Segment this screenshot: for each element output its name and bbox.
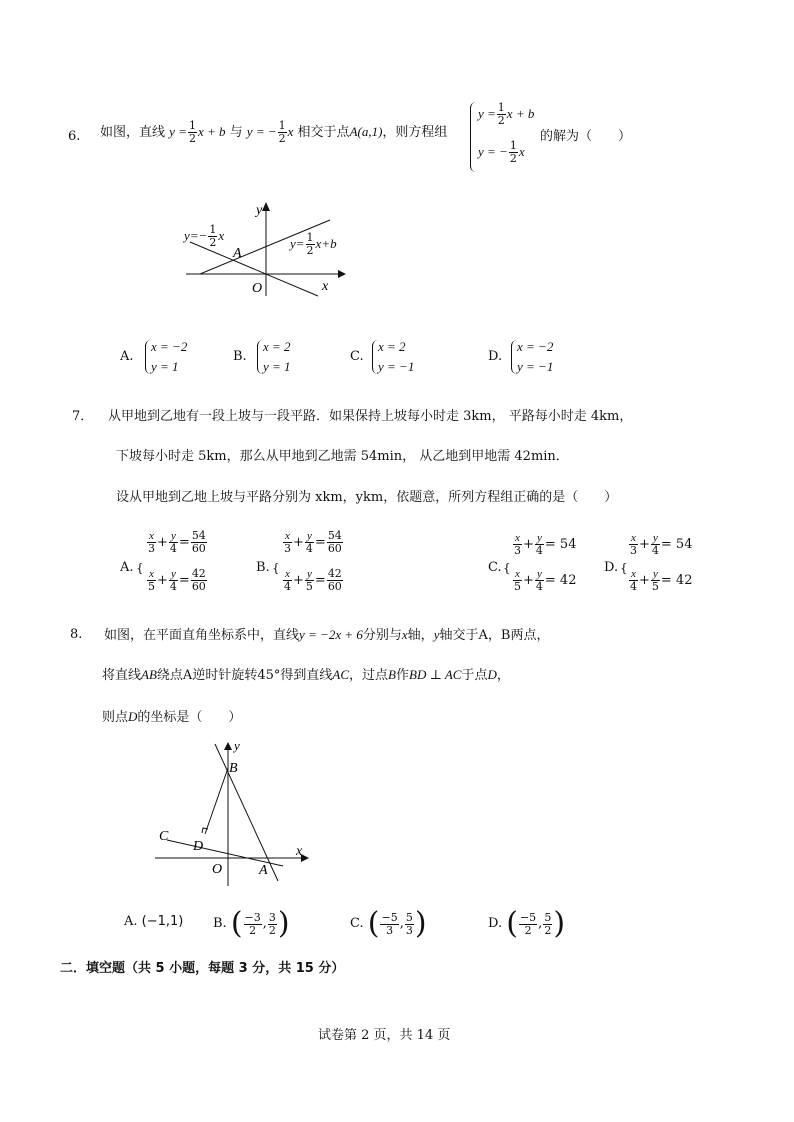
comma: ,: [399, 916, 404, 931]
system-row-1: [478, 102, 534, 127]
frac-den: 3: [405, 923, 413, 937]
x-axis-label: x: [296, 844, 303, 859]
eq: = 54: [544, 537, 577, 552]
frac-num: 1: [509, 139, 517, 152]
eq: =: [314, 535, 326, 550]
row-lhs: y =: [478, 106, 496, 121]
var: AB: [141, 667, 157, 682]
frac-den: 4: [630, 580, 637, 593]
frac: [327, 568, 343, 593]
option-c-row-2: [512, 568, 576, 593]
frac-num: y: [536, 532, 542, 544]
frac-num: y: [306, 568, 312, 580]
option-a-row-2: y = 1: [151, 359, 179, 374]
question-8-line-1: [104, 627, 549, 644]
option-d-label[interactable]: D.: [604, 560, 619, 575]
system-row-2: [478, 140, 525, 165]
text: ，过点: [349, 668, 389, 683]
frac-den: 60: [327, 580, 342, 593]
text: A: [182, 668, 193, 683]
option-a-row-2: [146, 568, 208, 593]
frac-den: 2: [544, 923, 552, 937]
frac-num: 54: [327, 529, 342, 542]
text: 绕点: [156, 668, 183, 683]
frac: [543, 912, 552, 937]
frac-den: 2: [509, 152, 517, 165]
frac-num: x: [515, 532, 520, 544]
frac-num: 1: [497, 101, 505, 114]
frac: [535, 532, 544, 557]
x-axis-label: x: [322, 279, 329, 294]
frac-den: 4: [284, 580, 291, 593]
option-c-row-2: y = −1: [378, 359, 415, 374]
question-7-line-1: 从甲地到乙地有一段上坡与一段平路．如果保持上坡每小时走 3km， 平路每小时走 4km，: [108, 409, 633, 424]
option-b-label[interactable]: B.: [233, 349, 247, 364]
eq: = 42: [660, 573, 693, 588]
option-b-row-2: [282, 568, 344, 593]
label-fraction: [306, 232, 315, 257]
frac: [629, 532, 638, 557]
text: 轴交于: [439, 628, 479, 643]
eq: =: [178, 535, 190, 550]
frac-den: 4: [169, 542, 177, 555]
point-d-label: D: [193, 839, 204, 854]
label-fraction: [208, 224, 217, 249]
op: +: [157, 535, 168, 550]
frac: [305, 568, 314, 593]
frac-den: 4: [535, 580, 543, 593]
frac-den: 3: [380, 924, 398, 937]
option-b-row-2: y = 1: [263, 359, 291, 374]
option-b-brace: {: [272, 561, 280, 575]
section-2-heading: 二．填空题（共 5 小题，每题 3 分，共 15 分）: [60, 961, 345, 976]
op: +: [639, 537, 650, 552]
op: +: [157, 573, 168, 588]
op: +: [639, 573, 650, 588]
text: A，: [478, 628, 501, 643]
frac-num: y: [170, 568, 176, 580]
stem-text: ，则方程组: [382, 125, 448, 140]
frac-den: 4: [651, 544, 659, 557]
frac-den: 3: [630, 544, 637, 557]
question-8-line-2: [102, 667, 510, 684]
var: D: [487, 667, 497, 682]
eq2-fraction: [278, 120, 287, 145]
point-a: A(a,1): [349, 124, 383, 139]
frac-den: 2: [188, 132, 196, 145]
equation: y = −2x + 6: [299, 627, 363, 642]
system-brace: [470, 102, 476, 172]
option-d-row-2: y = −1: [517, 359, 554, 374]
frac-num: −5: [381, 910, 398, 924]
origin-label: O: [252, 281, 263, 296]
y-axis-label: y: [256, 203, 263, 218]
row-fraction: [497, 102, 506, 127]
comma: ,: [538, 916, 543, 931]
frac: [169, 530, 178, 555]
row-rest: x: [518, 144, 525, 159]
question-8-figure: [155, 738, 315, 888]
y-axis-arrow: [224, 742, 232, 750]
label-lhs: y=−: [184, 228, 208, 243]
text: ，: [496, 668, 510, 683]
var: AC: [332, 667, 350, 682]
question-number: 6.: [68, 129, 81, 144]
frac-num: −5: [519, 910, 537, 924]
line-ab: [215, 744, 278, 881]
option-value: (−1,1): [141, 914, 184, 929]
option-c-label[interactable]: C.: [488, 560, 502, 575]
figure-label-right-line: [290, 232, 337, 257]
text: 将直线: [102, 668, 142, 683]
label-lhs: y=: [290, 236, 305, 251]
frac-num: x: [149, 568, 154, 580]
origin-label: O: [212, 862, 223, 877]
text: 如图，在平面直角坐标系中，直线: [104, 628, 300, 643]
frac: [191, 568, 207, 593]
frac-num: x: [285, 568, 290, 580]
option-label: D.: [488, 916, 503, 931]
frac: [268, 912, 277, 937]
option-d-row-1: x = −2: [517, 339, 554, 354]
option-c-label[interactable]: C.: [350, 349, 364, 364]
frac: [283, 568, 292, 593]
text: 作: [395, 668, 409, 683]
frac-den: 4: [535, 544, 543, 557]
frac-den: 60: [191, 580, 206, 593]
paren-close: ): [277, 906, 290, 941]
text: 的坐标是（ ）: [137, 710, 242, 725]
frac-den: 5: [651, 580, 659, 593]
option-label: A.: [124, 914, 138, 929]
comma: ,: [262, 916, 267, 931]
option-b-label[interactable]: B.: [256, 560, 270, 575]
point-c-label: C: [159, 829, 169, 844]
frac-num: y: [652, 568, 658, 580]
option-d-row-1: [628, 532, 692, 557]
label-rest: x: [218, 228, 225, 243]
frac-den: 2: [306, 244, 314, 257]
frac: [327, 530, 343, 555]
y-axis-label: y: [234, 738, 240, 753]
option-b-row-1: [282, 530, 344, 555]
frac-num: y: [306, 530, 312, 542]
frac: [244, 912, 262, 937]
frac: [651, 568, 660, 593]
eq: = 54: [660, 537, 693, 552]
text: 轴，: [407, 628, 434, 643]
segment-bd: [205, 768, 228, 834]
frac-num: y: [170, 530, 176, 542]
option-a[interactable]: [124, 914, 183, 930]
option-label: B.: [213, 916, 227, 931]
stem-text: 相交于点: [297, 125, 350, 140]
eq1-fraction: [188, 120, 197, 145]
frac-num: x: [285, 530, 290, 542]
frac-num: 1: [306, 231, 314, 244]
paren-open: (: [367, 906, 380, 941]
text: 则点: [102, 710, 129, 725]
frac: [380, 912, 398, 937]
row-lhs: y = −: [478, 144, 508, 159]
frac-num: 1: [209, 223, 217, 236]
paren-open: (: [506, 906, 518, 941]
frac-den: 4: [305, 542, 313, 555]
frac-num: 3: [268, 910, 276, 924]
op: +: [523, 573, 534, 588]
frac-den: 2: [519, 924, 537, 937]
frac-den: 3: [514, 544, 521, 557]
text: 于点: [461, 668, 488, 683]
frac: [191, 530, 207, 555]
frac-den: 4: [169, 580, 177, 593]
point-a-label: A: [259, 863, 268, 878]
frac-den: 3: [148, 542, 155, 555]
frac: [651, 532, 660, 557]
x-axis-arrow: [338, 270, 346, 278]
op: +: [523, 537, 534, 552]
frac-den: 5: [148, 580, 155, 593]
frac: [147, 530, 156, 555]
frac-num: y: [536, 568, 542, 580]
frac-num: x: [515, 568, 520, 580]
var: x: [401, 627, 408, 642]
question-7-line-2: 下坡每小时走 5km，那么从甲地到乙地需 54min， 从乙地到甲地需 42min．: [116, 449, 569, 464]
paren-close: ): [553, 906, 566, 941]
text: 两点，: [510, 628, 550, 643]
frac-num: 1: [188, 119, 196, 132]
frac: [519, 912, 537, 937]
paren-open: (: [230, 906, 243, 941]
point-a-label: A: [233, 246, 242, 261]
option-c-brace: {: [503, 561, 511, 575]
option-a-label[interactable]: A.: [120, 349, 134, 364]
question-number: 8.: [70, 627, 83, 642]
frac-num: 54: [191, 529, 206, 542]
angle: 45°: [257, 668, 281, 683]
text: 分别与: [362, 628, 402, 643]
text: B: [500, 628, 511, 643]
figure-label-left-line: [184, 224, 224, 249]
frac: [169, 568, 178, 593]
question-6-ask: 的解为（ ）: [540, 129, 632, 144]
frac-num: x: [149, 530, 154, 542]
option-d-brace: {: [620, 561, 628, 575]
frac-den: 2: [244, 924, 262, 937]
y-axis-arrow: [262, 202, 270, 211]
eq2-lhs: y = −: [246, 124, 277, 139]
option-label: C.: [350, 916, 364, 931]
frac: [305, 530, 314, 555]
op: +: [293, 573, 304, 588]
frac-num: y: [652, 532, 658, 544]
option-c[interactable]: [350, 904, 427, 944]
frac: [629, 568, 638, 593]
option-b[interactable]: [213, 904, 290, 944]
label-rest: x+b: [315, 236, 337, 251]
eq: =: [314, 573, 326, 588]
row-rest: x + b: [506, 106, 535, 121]
text: 逆时针旋转: [192, 668, 258, 683]
frac-num: x: [631, 532, 636, 544]
frac-den: 5: [305, 580, 313, 593]
page-footer: 试卷第 2 页，共 14 页: [318, 1028, 451, 1043]
frac-den: 3: [284, 542, 291, 555]
frac-num: 5: [544, 910, 552, 924]
question-6-stem: [100, 120, 447, 145]
frac: [513, 532, 522, 557]
var: y: [433, 627, 440, 642]
option-a-label[interactable]: A.: [120, 560, 134, 575]
frac-num: x: [631, 568, 636, 580]
frac-num: 5: [405, 910, 413, 924]
stem-text: 如图，直线: [100, 125, 166, 140]
option-c-row-1: [512, 532, 576, 557]
frac-num: 1: [278, 119, 286, 132]
eq1-rest: x + b: [197, 124, 226, 139]
relation: BD ⊥ AC: [409, 667, 462, 682]
eq2-rest: x: [287, 124, 294, 139]
option-a-row-1: x = −2: [151, 339, 188, 354]
right-angle-mark: [202, 828, 208, 833]
frac-num: −3: [244, 910, 261, 924]
frac-den: 60: [191, 542, 206, 555]
eq: =: [178, 573, 190, 588]
frac-num: 42: [327, 567, 342, 580]
frac-den: 5: [514, 580, 521, 593]
option-a-brace: {: [136, 561, 144, 575]
option-b-row-1: x = 2: [263, 339, 291, 354]
frac: [535, 568, 544, 593]
frac-den: 2: [268, 923, 276, 937]
row-fraction: [509, 140, 518, 165]
paren-close: ): [414, 906, 427, 941]
frac: [513, 568, 522, 593]
var: B: [388, 667, 396, 682]
option-d-row-2: [628, 568, 692, 593]
option-a-row-1: [146, 530, 208, 555]
frac-den: 60: [327, 542, 342, 555]
eq1-lhs: y =: [169, 124, 187, 139]
option-d-label[interactable]: D.: [488, 349, 503, 364]
question-8-line-3: [102, 709, 241, 726]
frac-den: 2: [209, 236, 217, 249]
point-b-label: B: [229, 761, 238, 776]
frac: [147, 568, 156, 593]
frac: [405, 912, 414, 937]
frac-den: 2: [278, 132, 286, 145]
eq: = 42: [544, 573, 577, 588]
op: +: [293, 535, 304, 550]
var: D: [128, 709, 138, 724]
option-d[interactable]: [488, 904, 565, 944]
question-7-line-3: 设从甲地到乙地上坡与平路分别为 xkm，ykm，依题意，所列方程组正确的是（ ）: [116, 490, 618, 505]
text: 得到直线: [280, 668, 333, 683]
question-number: 7．: [72, 409, 94, 424]
stem-text: 与: [229, 125, 243, 140]
frac-num: 42: [191, 567, 206, 580]
frac: [283, 530, 292, 555]
option-c-row-1: x = 2: [378, 339, 406, 354]
frac-den: 2: [497, 114, 505, 127]
